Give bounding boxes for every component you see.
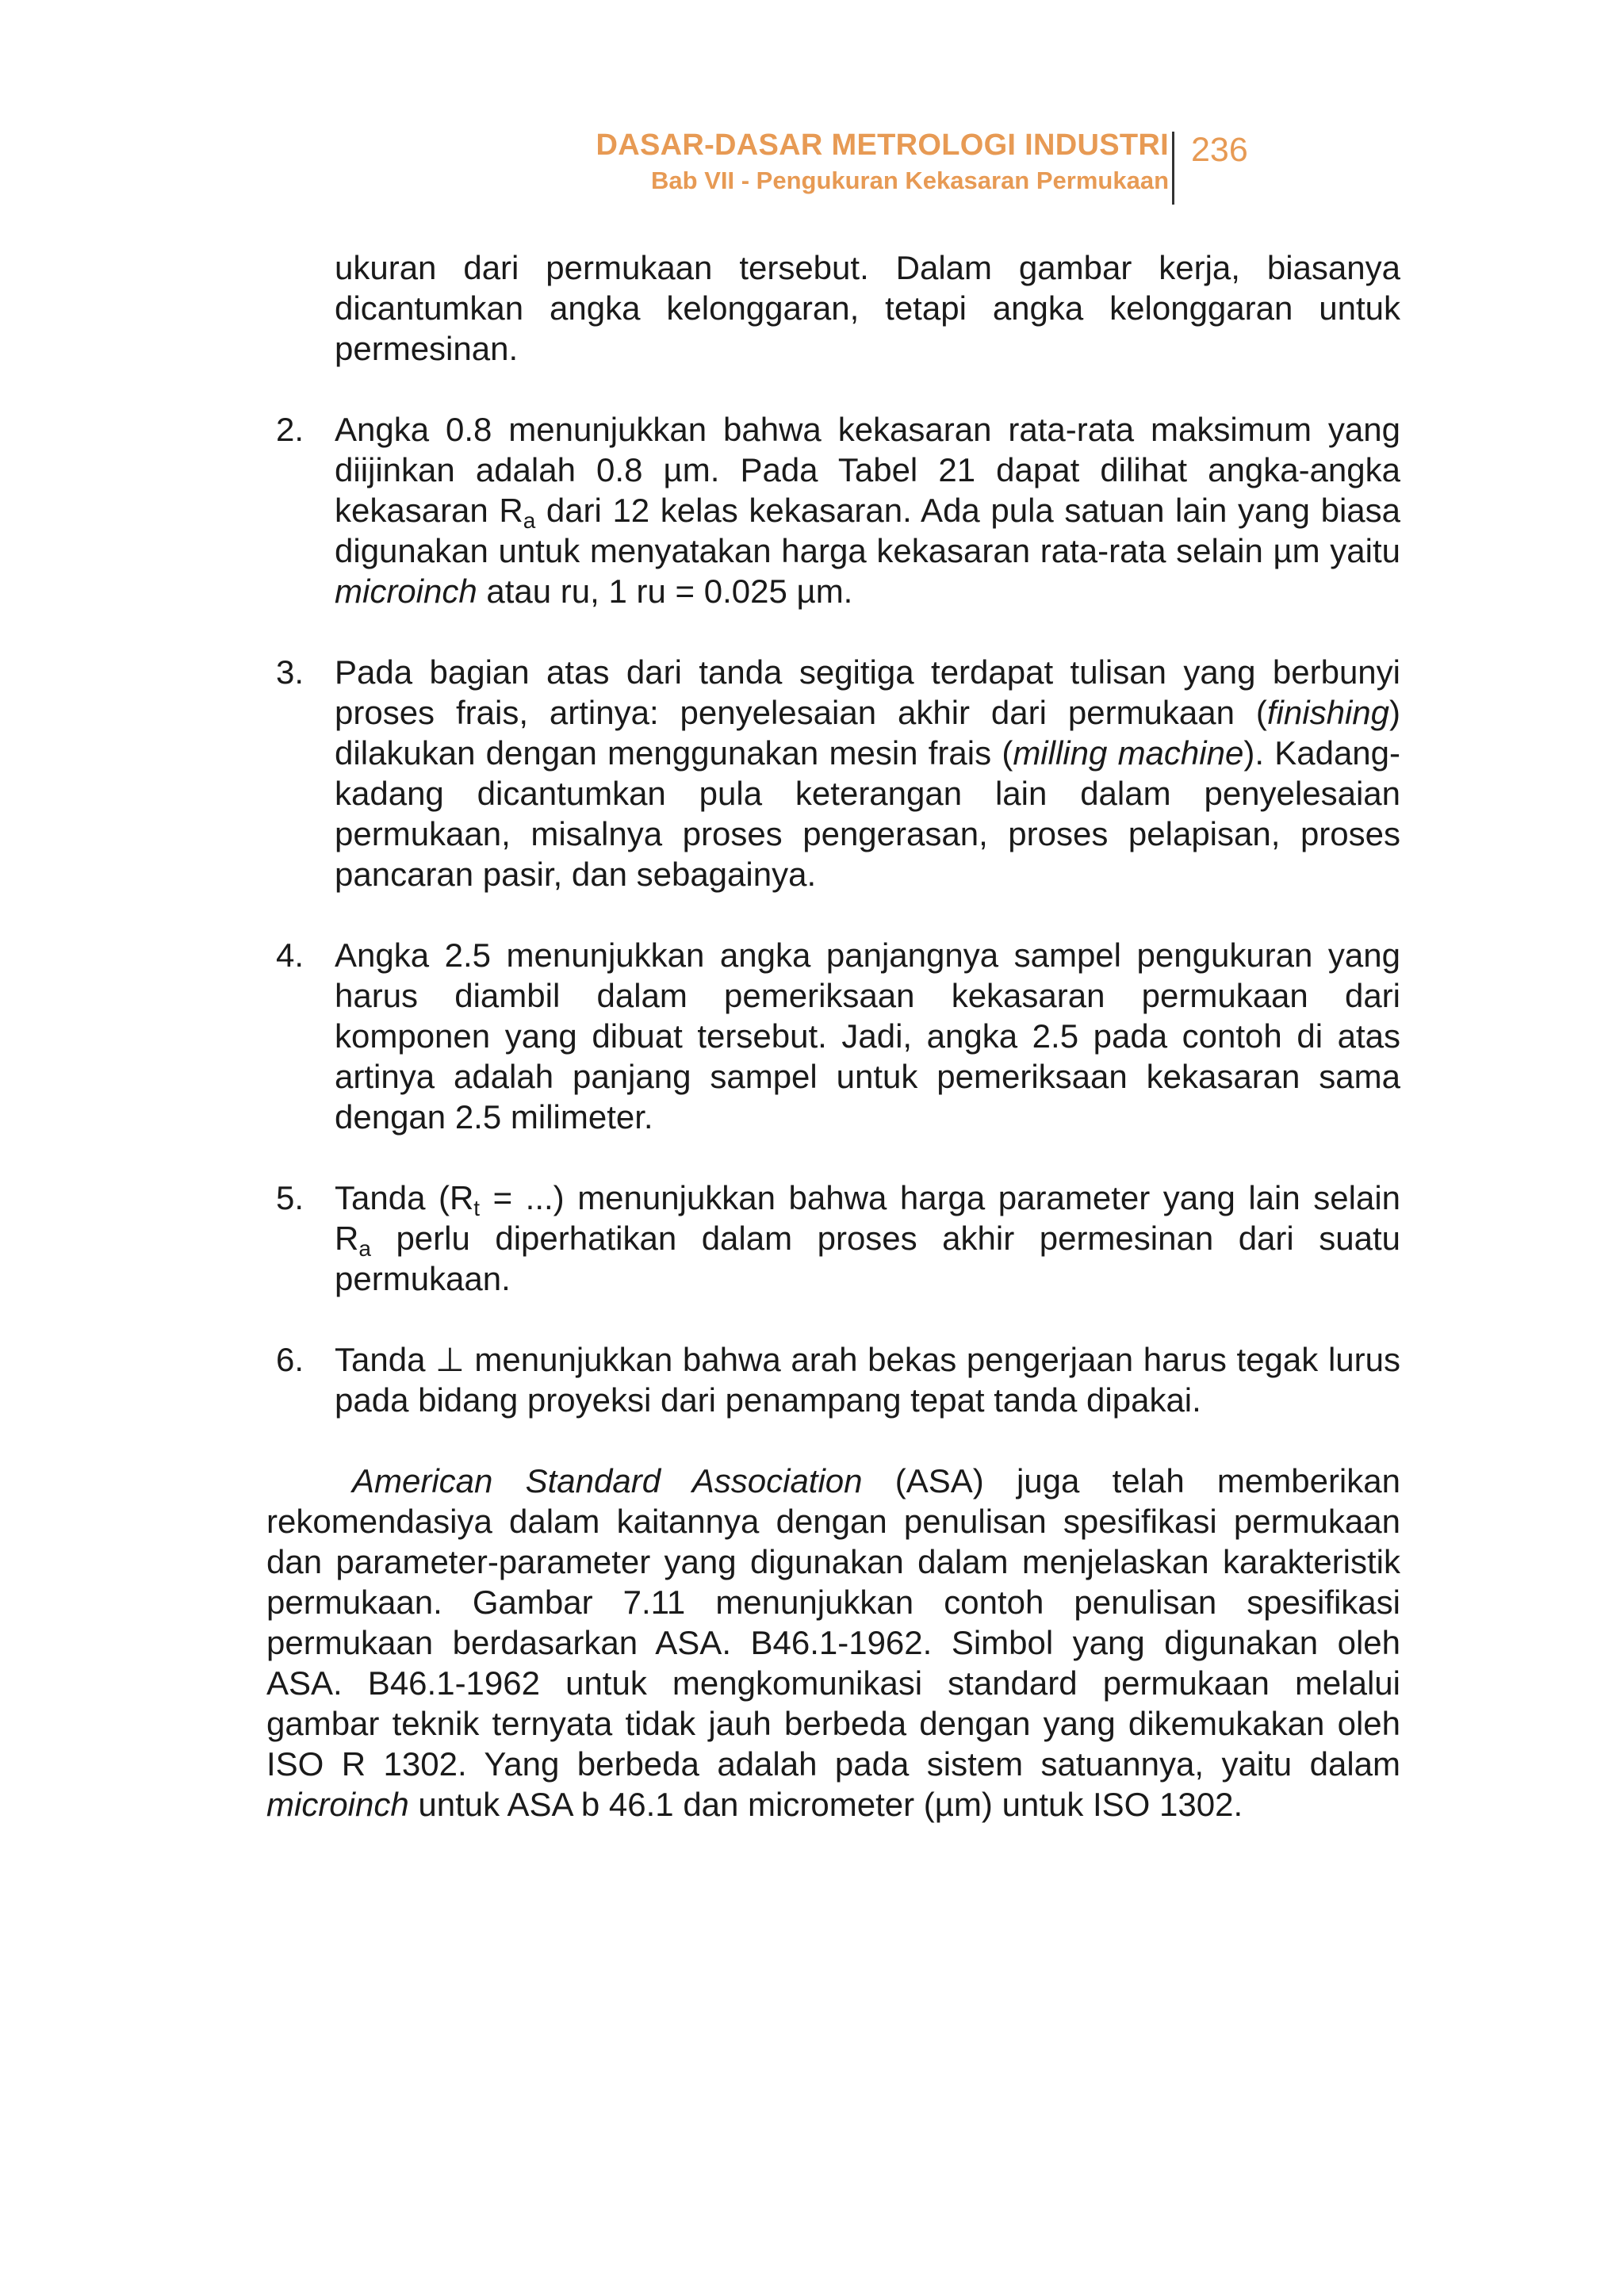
chapter-title: Bab VII - Pengukuran Kekasaran Permukaan	[651, 167, 1169, 194]
subscript-a: a	[358, 1236, 371, 1261]
header-titles	[596, 127, 1169, 197]
subscript-a: a	[523, 508, 536, 533]
emphasis: finishing	[1266, 694, 1389, 731]
emphasis: microinch	[266, 1786, 409, 1823]
closing-paragraph: American Standard Association (ASA) juga telah memberikan rekomendasiya dalam kaitannya dengan penulisan spesifikasi permukaan dan parameter-parameter yang digunakan dalam menjelaskan karakteristik permukaan. Gambar 7.11 menunjukkan contoh penulisan spesifikasi permukaan berdasarkan ASA. B46.1-1962. Simbol yang digunakan oleh ASA. B46.1-1962 untuk mengkomunikasi standard permukaan melalui gambar teknik ternyata tidak jauh berbeda dengan yang dikemukakan oleh ISO R 1302. Yang berbeda adalah pada sistem satuannya, yaitu dalam microinch untuk ASA b 46.1 dan micrometer (µm) untuk ISO 1302.	[266, 1462, 1400, 1823]
list-number: 2.	[276, 411, 304, 448]
book-title: DASAR-DASAR METROLOGI INDUSTRI	[596, 128, 1169, 162]
list-number: 5.	[276, 1179, 304, 1216]
emphasis: microinch	[335, 573, 477, 610]
list-item-text: Pada bagian atas dari tanda segitiga terdapat tulisan yang berbunyi proses frais, artinya: penyelesaian akhir dari permukaan (finishing) dilakukan dengan menggunakan mesin frais (milling machine). Kadang-kadang dicantumkan pula keterangan lain dalam penyelesaian permukaan, misalnya proses pengerasan, proses pelapisan, proses pancaran pasir, dan sebagainya.	[335, 653, 1401, 893]
emphasis: milling machine	[1013, 734, 1244, 772]
list-item-text: Angka 0.8 menunjukkan bahwa kekasaran rata-rata maksimum yang diijinkan adalah 0.8 µm. Pada Tabel 21 dapat dilihat angka-angka kekasaran $R_a$ dari 12 kelas kekasaran. Ada pula satuan lain yang biasa digunakan untuk menyatakan harga kekasaran rata-rata selain µm yaitu microinch atau ru, 1 ru = 0.025 µm.	[335, 411, 1401, 610]
header-divider	[1172, 132, 1174, 205]
page-body	[266, 247, 1400, 1825]
list-item-5	[266, 1178, 1400, 1299]
list-item-6	[266, 1339, 1400, 1420]
list-item-2	[266, 409, 1400, 611]
list-number: 6.	[276, 1341, 304, 1378]
page-header	[476, 127, 1300, 206]
list-item-text: Tanda ⊥ menunjukkan bahwa arah bekas pengerjaan harus tegak lurus pada bidang proyeksi dari penampang tepat tanda dipakai.	[335, 1341, 1400, 1419]
list-item-4	[266, 935, 1400, 1137]
list-item-text: Angka 2.5 menunjukkan angka panjangnya sampel pengukuran yang harus diambil dalam pemeriksaan kekasaran permukaan dari komponen yang dibuat tersebut. Jadi, angka 2.5 pada contoh di atas artinya adalah panjang sampel untuk pemeriksaan kekasaran sama dengan 2.5 milimeter.	[335, 936, 1400, 1136]
emphasis: American Standard Association	[352, 1462, 863, 1499]
list-number: 3.	[276, 653, 304, 691]
explanation-list	[266, 409, 1400, 1420]
page-number: 236	[1191, 131, 1248, 169]
list-item-3	[266, 652, 1400, 894]
continuation-text: ukuran dari permukaan tersebut. Dalam gambar kerja, biasanya dicantumkan angka kelonggaran, tetapi angka kelonggaran untuk permesinan.	[335, 249, 1400, 367]
subscript-t: t	[473, 1196, 481, 1220]
list-number: 4.	[276, 936, 304, 974]
list-item-text: Tanda ($R_t$ = ...) menunjukkan bahwa harga parameter yang lain selain $R_a$ perlu diperhatikan dalam proses akhir permesinan dari suatu permukaan.	[335, 1179, 1401, 1297]
